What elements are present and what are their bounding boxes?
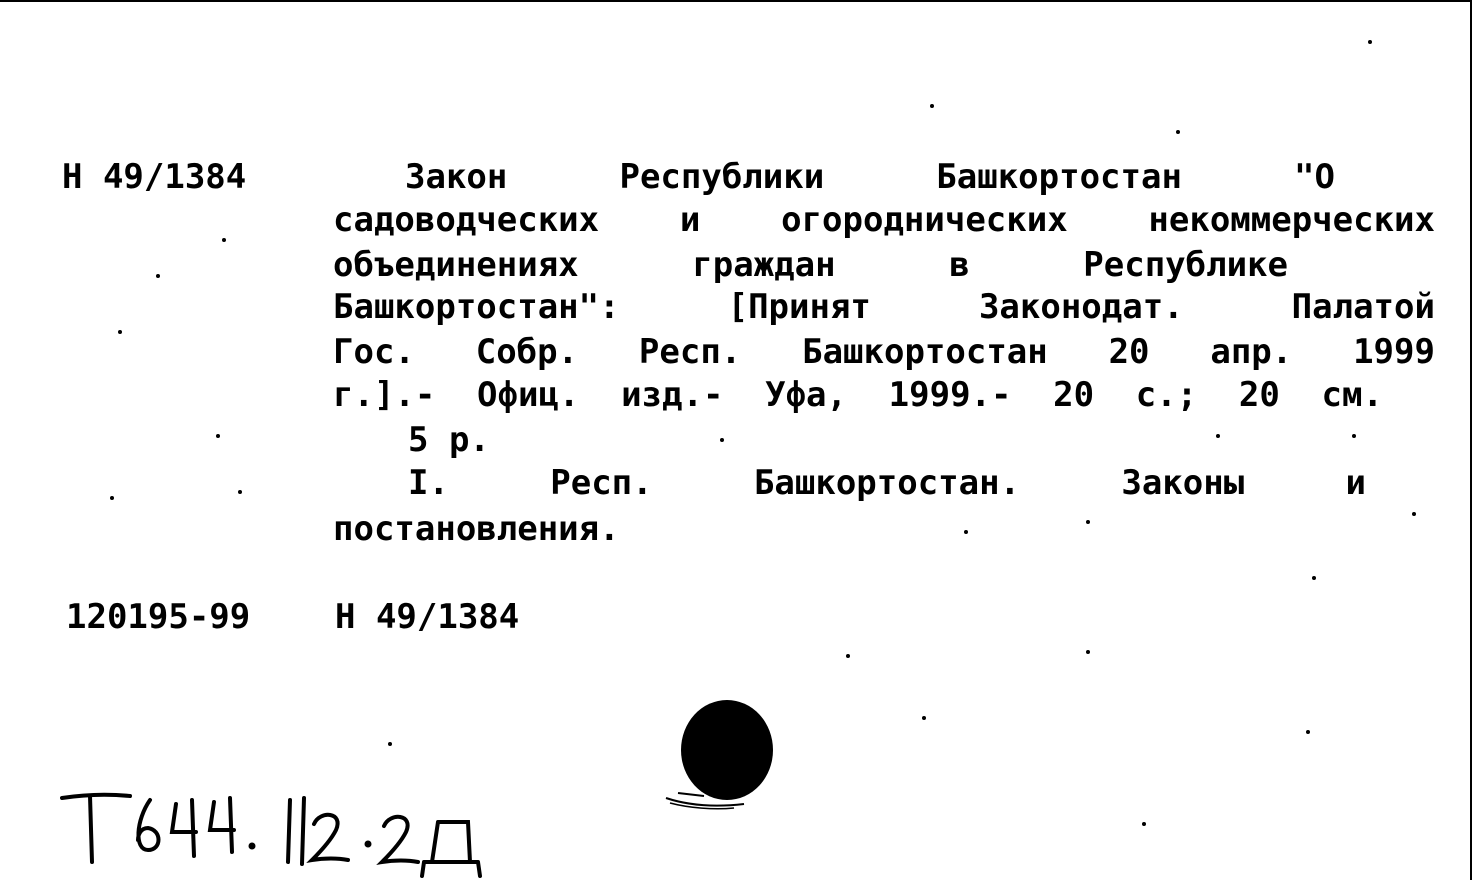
scan-speck (1306, 730, 1310, 734)
subject-word: и (1345, 463, 1366, 503)
subject-line-1 (408, 463, 1366, 503)
entry-word: граждан (692, 245, 836, 285)
scan-speck (964, 530, 968, 534)
scan-speck (1086, 520, 1090, 524)
entry-word: в (949, 245, 970, 285)
entry-word: изд.- (621, 375, 724, 415)
scan-speck (388, 742, 392, 746)
scan-speck (1176, 130, 1180, 134)
card-top-border (0, 0, 1472, 2)
subject-word: Башкортостан. (753, 463, 1021, 503)
scan-speck (1412, 512, 1416, 516)
subject-line-2: постановления. (333, 509, 620, 549)
entry-word: 1999 (1353, 332, 1435, 372)
entry-line-1 (405, 157, 1335, 197)
scan-speck (720, 438, 724, 442)
entry-word: 1999.- (888, 375, 1012, 415)
entry-word: 20 (1238, 375, 1280, 415)
entry-line-5 (333, 332, 1435, 372)
entry-word: Офиц. (477, 375, 580, 415)
entry-word: см. (1321, 375, 1383, 415)
entry-word: объединениях (333, 245, 579, 285)
call-number-bottom: Н 49/1384 (335, 597, 520, 637)
entry-word: [Принят (727, 287, 871, 327)
scan-speck (1368, 40, 1372, 44)
entry-word: Республике (1083, 245, 1288, 285)
entry-word: Башкортостан (936, 157, 1182, 197)
entry-word: 20 (1053, 375, 1095, 415)
entry-line-2 (333, 200, 1435, 240)
accession-number: 120195-99 (66, 597, 251, 637)
subject-word: Законы (1121, 463, 1245, 503)
entry-line-6 (333, 375, 1383, 415)
scan-speck (1086, 650, 1090, 654)
entry-word: Башкортостан": (333, 287, 620, 327)
subject-word: Респ. (550, 463, 653, 503)
scan-speck (1312, 576, 1316, 580)
entry-word: Закон (405, 157, 508, 197)
entry-word: и (679, 200, 701, 240)
entry-word: Законодат. (978, 287, 1184, 327)
scan-speck (118, 330, 122, 334)
entry-word: огороднических (781, 200, 1068, 240)
entry-word: апр. (1210, 332, 1293, 372)
punch-hole-tear (664, 790, 754, 812)
entry-word: Башкортостан (802, 332, 1048, 372)
scan-speck (846, 654, 850, 658)
scan-speck (1352, 434, 1356, 438)
entry-word: Республики (619, 157, 825, 197)
entry-line-4 (333, 287, 1435, 327)
entry-word: с.; (1135, 375, 1198, 415)
scan-speck (238, 490, 242, 494)
subject-word: I. (408, 463, 449, 503)
handwritten-classification-code (58, 780, 498, 880)
call-number-top: Н 49/1384 (62, 157, 247, 197)
entry-word: Уфа, (765, 375, 847, 415)
entry-word: садоводческих (333, 200, 600, 240)
scan-speck (156, 274, 160, 278)
scan-speck (216, 434, 220, 438)
scan-speck (222, 238, 226, 242)
scan-speck (110, 496, 114, 500)
scan-speck (930, 104, 934, 108)
entry-word: Палатой (1291, 287, 1435, 327)
entry-word: некоммерческих (1148, 200, 1435, 240)
entry-word: г.].- (333, 375, 436, 415)
entry-word: Гос. (333, 332, 415, 372)
price: 5 р. (408, 420, 490, 460)
punch-hole (681, 700, 773, 800)
scan-speck (1216, 434, 1220, 438)
entry-word: 20 (1108, 332, 1150, 372)
entry-word: Респ. (638, 332, 742, 372)
entry-line-3 (333, 245, 1288, 285)
scan-speck (922, 716, 926, 720)
entry-word: "О (1294, 157, 1335, 197)
entry-word: Собр. (475, 332, 579, 372)
scan-speck (1142, 822, 1146, 826)
